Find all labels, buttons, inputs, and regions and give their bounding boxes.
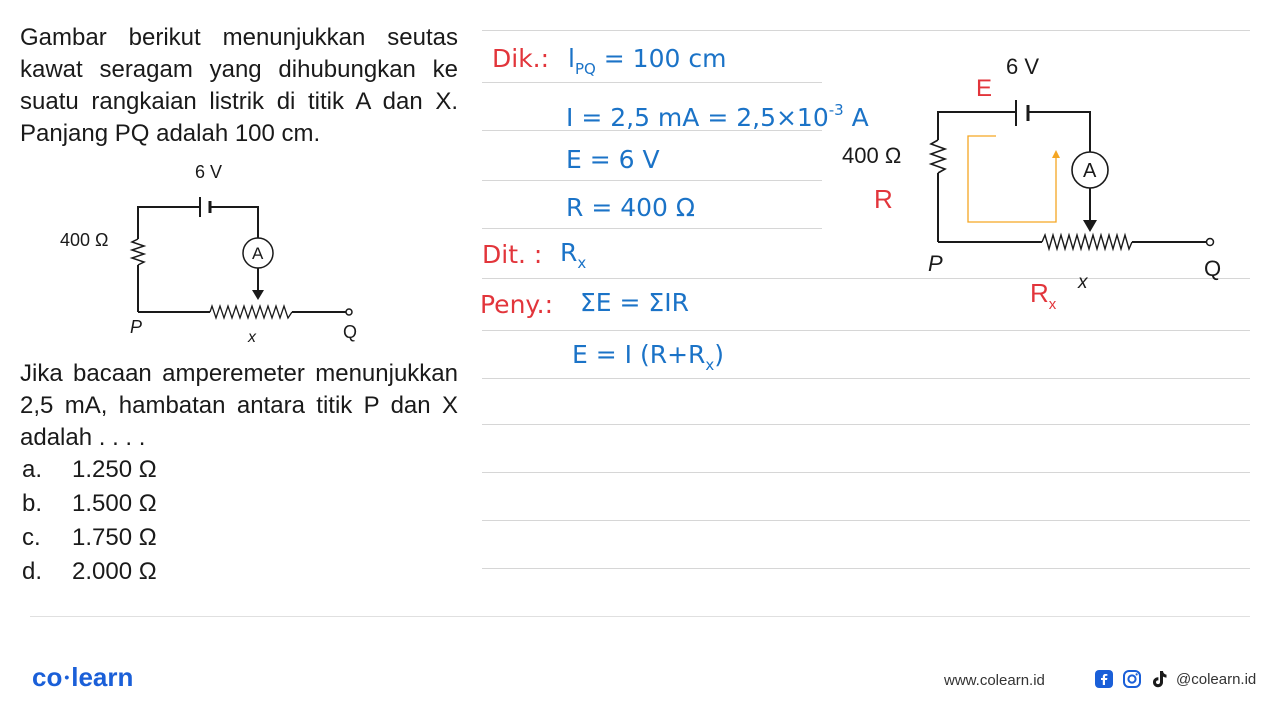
tiktok-icon[interactable]: [1150, 669, 1168, 689]
social-handle[interactable]: @colearn.id: [1176, 670, 1257, 688]
ruled-line: [482, 472, 1250, 473]
point-p: P: [130, 317, 143, 337]
annot-r: R: [874, 184, 893, 214]
ruled-line: [482, 378, 1250, 379]
ruled-line: [482, 228, 822, 229]
facebook-icon[interactable]: [1094, 669, 1114, 689]
option-c[interactable]: c. 1.750 Ω: [22, 524, 157, 551]
footer-divider: [30, 616, 1250, 617]
formula-sum: ΣE = ΣIR: [580, 288, 689, 317]
point-x: x: [248, 329, 256, 345]
point-x-large: x: [1078, 272, 1088, 293]
ruled-line: [482, 568, 1250, 569]
resistor-label-large: 400 Ω: [842, 143, 902, 168]
annot-e: E: [976, 75, 993, 102]
ruled-line: [482, 30, 1250, 31]
dit-label: Dit. :: [482, 240, 543, 269]
ruled-line: [482, 424, 1250, 425]
point-p-large: P: [928, 251, 943, 276]
length-line: $l_{PQ} = 100$ cm: [568, 44, 727, 78]
question-prompt: Jika bacaan amperemeter menunjukkan 2,5 mA, hambatan antara titik P dan X adalah . . . .: [20, 360, 458, 451]
annot-rx: $R_x$: [1030, 278, 1057, 313]
point-q: Q: [343, 322, 358, 342]
question-circuit: [50, 155, 380, 345]
resistor-label: 400 Ω: [60, 230, 109, 250]
dik-label: Dik.:: [492, 44, 550, 73]
ruled-line: [482, 520, 1250, 521]
voltage-label-large: 6 V: [1006, 54, 1040, 79]
ammeter-label-large: A: [1083, 160, 1097, 182]
option-d[interactable]: d. 2.000 Ω: [22, 558, 157, 585]
annotated-circuit: [820, 40, 1240, 330]
formula-expanded: E = I $(R+R_x)$: [572, 340, 725, 374]
ruled-line: [482, 82, 822, 83]
option-a[interactable]: a. 1.250 Ω: [22, 456, 157, 483]
current-line: I = 2,5 mA = $2,5\times 10^{-3}$ A: [566, 101, 869, 132]
voltage-label: 6 V: [195, 162, 223, 182]
emf-line: E = 6 V: [566, 145, 660, 174]
point-q-large: Q: [1204, 256, 1222, 281]
peny-label: Peny.:: [480, 290, 554, 319]
unknown-rx: $R_x$: [560, 238, 587, 272]
question-intro: Gambar berikut menunjukkan seutas kawat seragam yang dihubungkan ke suatu rangkaian listrik di titik A dan X. Panjang PQ adalah 100 cm.: [20, 24, 458, 147]
ruled-line: [482, 180, 822, 181]
social-links: [1094, 668, 1256, 690]
instagram-icon[interactable]: [1122, 669, 1142, 689]
ammeter-label: A: [252, 244, 264, 263]
option-b[interactable]: b. 1.500 Ω: [22, 490, 157, 517]
resistance-line: R = 400 Ω: [566, 193, 695, 222]
colearn-logo: co •learn: [32, 662, 134, 692]
ruled-line: [482, 330, 1250, 331]
website-link[interactable]: www.colearn.id: [944, 672, 1045, 689]
